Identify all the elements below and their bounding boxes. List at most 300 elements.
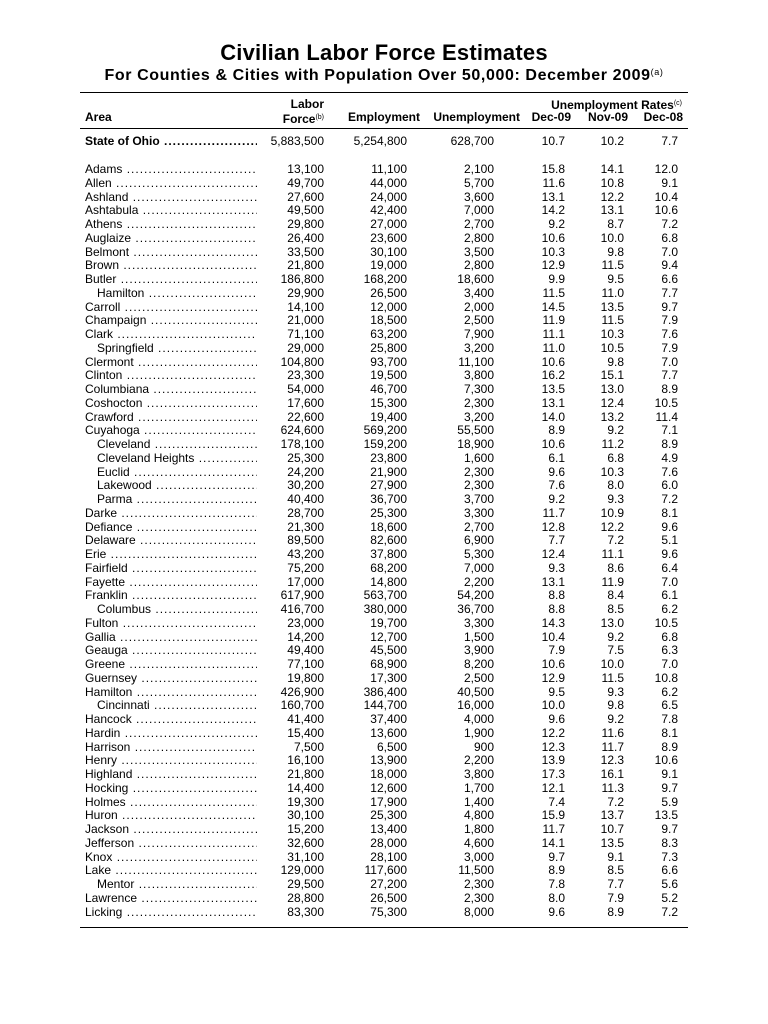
cell-area: Champaign ..... bbox=[85, 313, 257, 327]
cell-unemployment: 1,400 bbox=[463, 794, 494, 809]
cell-rate-nov09: 7.2 bbox=[607, 533, 624, 548]
cell-area: Columbus ..... bbox=[97, 602, 257, 616]
cell-rate-dec08: 8.9 bbox=[661, 382, 678, 396]
cell-rate-dec09: 14.3 bbox=[541, 615, 565, 630]
cell-employment: 27,000 bbox=[370, 217, 407, 231]
cell-unemployment: 36,700 bbox=[457, 602, 494, 616]
table-row bbox=[80, 327, 688, 341]
cell-employment: 25,300 bbox=[370, 808, 407, 823]
cell-employment: 14,800 bbox=[370, 574, 407, 589]
cell-area: Jackson ..... bbox=[85, 822, 257, 836]
cell-employment: 23,600 bbox=[370, 230, 407, 245]
cell-employment: 18,000 bbox=[370, 767, 407, 781]
cell-rate-nov09: 13.0 bbox=[600, 615, 624, 630]
cell-area: Allen ..... bbox=[85, 176, 257, 190]
cell-labor-force: 71,100 bbox=[287, 327, 324, 341]
cell-rate-dec09: 11.9 bbox=[542, 313, 565, 328]
cell-rate-dec08: 6.8 bbox=[661, 629, 678, 644]
header-dec09: Dec-09 bbox=[531, 110, 571, 124]
cell-employment: 19,500 bbox=[370, 368, 407, 383]
cell-area: Hamilton ..... bbox=[85, 685, 257, 699]
table-row bbox=[80, 698, 688, 712]
cell-rate-nov09: 9.3 bbox=[607, 684, 624, 699]
cell-rate-dec08: 7.9 bbox=[661, 340, 678, 355]
cell-rate-dec09: 11.7 bbox=[542, 505, 565, 520]
cell-unemployment: 2,800 bbox=[463, 230, 494, 245]
cell-unemployment: 3,000 bbox=[463, 849, 494, 864]
cell-employment: 13,600 bbox=[370, 725, 407, 740]
cell-rate-nov09: 13.1 bbox=[600, 203, 624, 218]
cell-area: Cleveland ..... bbox=[97, 437, 257, 451]
cell-rate-dec08: 7.7 bbox=[661, 285, 678, 300]
cell-area: Euclid ..... bbox=[97, 465, 257, 479]
cell-unemployment: 8,200 bbox=[463, 657, 494, 671]
cell-area: Guernsey ..... bbox=[85, 671, 257, 685]
cell-rate-dec08: 7.0 bbox=[661, 574, 678, 589]
cell-rate-nov09: 16.1 bbox=[600, 767, 624, 781]
cell-unemployment: 3,500 bbox=[463, 244, 494, 259]
cell-rate-dec08: 13.5 bbox=[654, 808, 678, 823]
table-row bbox=[80, 767, 688, 781]
cell-unemployment: 3,900 bbox=[463, 643, 494, 658]
cell-rate-dec09: 11.1 bbox=[542, 327, 565, 341]
cell-labor-force: 41,400 bbox=[287, 712, 324, 726]
cell-labor-force: 22,600 bbox=[287, 409, 324, 424]
cell-employment: 42,400 bbox=[370, 203, 407, 218]
cell-rate-dec09: 7.7 bbox=[548, 533, 565, 548]
header-labor-line2 bbox=[283, 111, 324, 126]
cell-employment: 117,600 bbox=[364, 863, 407, 878]
cell-area: Ashtabula ..... bbox=[85, 203, 257, 217]
cell-unemployment: 3,800 bbox=[463, 368, 494, 383]
cell-rate-dec08: 7.0 bbox=[661, 244, 678, 259]
table-row bbox=[80, 203, 688, 217]
table-row bbox=[80, 850, 688, 864]
cell-rate-dec08: 6.0 bbox=[661, 478, 678, 493]
cell-labor-force: 17,000 bbox=[287, 574, 324, 589]
cell-area: Licking ..... bbox=[85, 905, 257, 919]
cell-unemployment: 3,600 bbox=[463, 189, 494, 204]
table-row bbox=[80, 396, 688, 410]
table-row bbox=[80, 671, 688, 685]
cell-unemployment: 3,400 bbox=[463, 285, 494, 300]
cell-rate-nov09: 10.0 bbox=[600, 230, 624, 245]
cell-unemployment: 3,800 bbox=[463, 767, 494, 781]
cell-labor-force: 43,200 bbox=[287, 547, 324, 561]
cell-rate-dec09: 16.2 bbox=[541, 368, 565, 383]
cell-labor-force: 54,000 bbox=[287, 382, 324, 396]
cell-unemployment: 2,200 bbox=[463, 753, 494, 768]
cell-unemployment: 3,300 bbox=[463, 615, 494, 630]
cell-rate-dec08: 8.1 bbox=[661, 505, 678, 520]
cell-rate-dec09: 6.1 bbox=[548, 450, 565, 465]
cell-employment: 19,700 bbox=[370, 615, 407, 630]
cell-employment: 6,500 bbox=[376, 739, 407, 754]
cell-unemployment: 4,800 bbox=[463, 808, 494, 823]
cell-area: Columbiana ..... bbox=[85, 382, 257, 396]
cell-employment: 44,000 bbox=[370, 175, 407, 190]
cell-area: Clark ..... bbox=[85, 327, 257, 341]
cell-rate-nov09: 13.7 bbox=[600, 808, 624, 823]
cell-rate-dec08: 9.6 bbox=[661, 519, 678, 534]
cell-area: Auglaize ..... bbox=[85, 231, 257, 245]
cell-area: Highland ..... bbox=[85, 767, 257, 781]
cell-area: Hamilton ..... bbox=[97, 286, 257, 300]
table-row bbox=[80, 588, 688, 602]
cell-employment: 27,900 bbox=[370, 478, 407, 493]
table-row bbox=[80, 465, 688, 479]
cell-rate-dec09: 7.8 bbox=[548, 877, 565, 891]
cell-rate-dec09: 9.5 bbox=[548, 684, 565, 699]
cell-labor-force: 16,100 bbox=[287, 753, 324, 768]
table-row bbox=[80, 313, 688, 327]
cell-rate-dec08: 9.7 bbox=[661, 299, 678, 314]
cell-labor-force: 28,700 bbox=[287, 505, 324, 520]
cell-employment: 27,200 bbox=[370, 877, 407, 891]
cell-rate-nov09: 8.0 bbox=[607, 478, 624, 493]
cell-area: Lake ..... bbox=[85, 863, 257, 877]
cell-unemployment: 16,000 bbox=[457, 698, 494, 713]
cell-employment: 19,400 bbox=[370, 409, 407, 424]
cell-rate-dec08: 6.1 bbox=[661, 588, 678, 603]
cell-labor-force: 21,000 bbox=[287, 313, 324, 328]
cell-rate-nov09: 13.5 bbox=[600, 299, 624, 314]
cell-unemployment: 2,100 bbox=[463, 162, 494, 176]
cell-employment: 159,200 bbox=[363, 437, 407, 451]
table-row bbox=[80, 643, 688, 657]
cell-rate-dec09: 10.6 bbox=[541, 437, 565, 451]
cell-rate-dec09: 7.9 bbox=[548, 643, 565, 658]
cell-area: Ashland ..... bbox=[85, 190, 257, 204]
cell-unemployment: 6,900 bbox=[463, 533, 494, 548]
cell-unemployment: 2,300 bbox=[463, 395, 494, 410]
cell-unemployment: 4,600 bbox=[463, 835, 494, 850]
table-row bbox=[80, 863, 688, 877]
cell-rate-dec09: 10.0 bbox=[541, 698, 565, 713]
cell-rate-dec09: 10.4 bbox=[541, 629, 565, 644]
cell-area: Parma ..... bbox=[97, 492, 257, 506]
cell-employment: 63,200 bbox=[370, 327, 407, 341]
table-row bbox=[80, 808, 688, 822]
cell-rate-nov09: 9.5 bbox=[607, 272, 624, 286]
header-rates-footnote: (c) bbox=[673, 100, 682, 107]
table-bottom-rule bbox=[80, 927, 688, 928]
table-row bbox=[80, 492, 688, 506]
cell-unemployment: 2,200 bbox=[463, 574, 494, 589]
cell-unemployment: 7,300 bbox=[463, 382, 494, 396]
table-row bbox=[80, 795, 688, 809]
cell-rate-nov09: 10.0 bbox=[600, 657, 624, 671]
cell-unemployment: 54,200 bbox=[457, 588, 494, 603]
cell-unemployment: 2,500 bbox=[463, 313, 494, 328]
cell-unemployment: 2,000 bbox=[463, 299, 494, 314]
cell-rate-dec09: 8.9 bbox=[548, 863, 565, 878]
cell-labor-force: 27,600 bbox=[287, 189, 324, 204]
cell-area: Jefferson ..... bbox=[85, 836, 257, 850]
cell-unemployment: 1,900 bbox=[463, 725, 494, 740]
cell-rate-nov09: 8.4 bbox=[607, 588, 624, 603]
cell-labor-force: 89,500 bbox=[287, 533, 324, 548]
table-row bbox=[80, 657, 688, 671]
cell-labor-force: 24,200 bbox=[287, 464, 324, 479]
cell-rate-nov09: 10.2 bbox=[600, 134, 624, 148]
cell-rate-dec09: 12.3 bbox=[541, 739, 565, 754]
cell-rate-dec08: 7.8 bbox=[661, 712, 678, 726]
cell-rate-dec08: 7.6 bbox=[661, 464, 678, 479]
cell-rate-dec08: 9.7 bbox=[661, 822, 678, 836]
cell-employment: 68,900 bbox=[370, 657, 407, 671]
cell-labor-force: 25,300 bbox=[287, 450, 324, 465]
cell-rate-nov09: 14.1 bbox=[600, 162, 624, 176]
cell-rate-dec09: 9.7 bbox=[548, 849, 565, 864]
cell-labor-force: 29,800 bbox=[287, 217, 324, 231]
cell-rate-nov09: 11.5 bbox=[601, 313, 624, 328]
cell-rate-dec08: 7.0 bbox=[661, 657, 678, 671]
cell-rate-dec09: 11.7 bbox=[542, 822, 565, 836]
cell-rate-dec08: 5.9 bbox=[661, 794, 678, 809]
cell-labor-force: 19,800 bbox=[287, 670, 324, 685]
cell-labor-force: 75,200 bbox=[287, 560, 324, 575]
cell-rate-dec09: 15.8 bbox=[541, 162, 565, 176]
table-row bbox=[80, 575, 688, 589]
cell-labor-force: 19,300 bbox=[287, 794, 324, 809]
cell-labor-force: 104,800 bbox=[280, 354, 324, 369]
cell-rate-dec09: 8.8 bbox=[548, 588, 565, 603]
cell-area: Adams ..... bbox=[85, 162, 257, 176]
header-labor-force-text: Force bbox=[282, 112, 316, 126]
cell-labor-force: 13,100 bbox=[287, 162, 324, 176]
cell-employment: 569,200 bbox=[363, 423, 407, 438]
cell-rate-nov09: 8.5 bbox=[607, 863, 624, 878]
cell-area: Darke ..... bbox=[85, 506, 257, 520]
cell-area: Fayette ..... bbox=[85, 575, 257, 589]
cell-rate-nov09: 10.3 bbox=[600, 327, 624, 341]
cell-rate-dec08: 10.5 bbox=[654, 395, 678, 410]
cell-rate-nov09: 11.7 bbox=[601, 739, 624, 754]
cell-rate-dec08: 9.1 bbox=[661, 175, 678, 190]
cell-employment: 19,000 bbox=[370, 258, 407, 273]
cell-labor-force: 30,100 bbox=[287, 808, 324, 823]
cell-unemployment: 7,000 bbox=[463, 203, 494, 218]
cell-employment: 17,300 bbox=[370, 670, 407, 685]
cell-employment: 17,900 bbox=[370, 794, 407, 809]
cell-rate-dec09: 17.3 bbox=[541, 767, 565, 781]
table-row bbox=[80, 410, 688, 424]
cell-area: State of Ohio ..... bbox=[85, 134, 257, 148]
cell-unemployment: 1,800 bbox=[463, 822, 494, 836]
header-nov09: Nov-09 bbox=[587, 110, 628, 124]
cell-unemployment: 2,300 bbox=[463, 478, 494, 493]
cell-rate-nov09: 12.2 bbox=[600, 189, 624, 204]
cell-labor-force: 129,000 bbox=[280, 863, 324, 878]
table-row bbox=[80, 740, 688, 754]
table-row bbox=[80, 355, 688, 369]
cell-rate-dec08: 6.8 bbox=[661, 230, 678, 245]
cell-rate-nov09: 6.8 bbox=[607, 450, 624, 465]
cell-unemployment: 2,800 bbox=[463, 258, 494, 273]
cell-rate-nov09: 12.3 bbox=[600, 753, 624, 768]
cell-rate-nov09: 11.6 bbox=[601, 725, 624, 740]
cell-unemployment: 8,000 bbox=[463, 904, 494, 919]
cell-rate-dec09: 8.8 bbox=[548, 602, 565, 616]
cell-unemployment: 1,500 bbox=[463, 629, 494, 644]
cell-labor-force: 33,500 bbox=[287, 244, 324, 259]
cell-rate-dec09: 9.6 bbox=[548, 904, 565, 919]
cell-area: Harrison ..... bbox=[85, 740, 257, 754]
cell-rate-nov09: 10.9 bbox=[600, 505, 624, 520]
cell-rate-dec08: 5.1 bbox=[661, 533, 678, 548]
table-row bbox=[80, 382, 688, 396]
cell-unemployment: 2,300 bbox=[463, 890, 494, 905]
cell-rate-nov09: 7.9 bbox=[607, 890, 624, 905]
cell-employment: 46,700 bbox=[370, 382, 407, 396]
cell-labor-force: 32,600 bbox=[287, 835, 324, 850]
cell-employment: 68,200 bbox=[370, 560, 407, 575]
table-row bbox=[80, 176, 688, 190]
cell-area: Hocking ..... bbox=[85, 781, 257, 795]
cell-employment: 28,000 bbox=[370, 835, 407, 850]
cell-rate-dec09: 12.4 bbox=[541, 547, 565, 561]
cell-area: Gallia ..... bbox=[85, 630, 257, 644]
cell-rate-nov09: 9.8 bbox=[607, 244, 624, 259]
cell-rate-dec08: 9.1 bbox=[661, 767, 678, 781]
cell-rate-dec09: 10.6 bbox=[541, 230, 565, 245]
cell-rate-dec08: 9.6 bbox=[661, 547, 678, 561]
cell-employment: 75,300 bbox=[370, 904, 407, 919]
cell-unemployment: 5,300 bbox=[463, 547, 494, 561]
cell-area: Cleveland Heights ..... bbox=[97, 451, 257, 465]
cell-labor-force: 14,400 bbox=[287, 780, 324, 795]
cell-rate-dec09: 7.4 bbox=[548, 794, 565, 809]
cell-area: Butler ..... bbox=[85, 272, 257, 286]
cell-rate-dec09: 9.2 bbox=[548, 217, 565, 231]
table-row bbox=[80, 685, 688, 699]
cell-rate-nov09: 8.7 bbox=[607, 217, 624, 231]
cell-area: Huron ..... bbox=[85, 808, 257, 822]
cell-employment: 23,800 bbox=[370, 450, 407, 465]
table-row bbox=[80, 162, 688, 176]
cell-unemployment: 628,700 bbox=[450, 134, 494, 148]
cell-labor-force: 624,600 bbox=[280, 423, 324, 438]
table-top-rule bbox=[80, 92, 688, 93]
header-dec08: Dec-08 bbox=[643, 110, 683, 124]
cell-rate-dec08: 6.6 bbox=[661, 272, 678, 286]
cell-area: Mentor ..... bbox=[97, 877, 257, 891]
cell-area: Coshocton ..... bbox=[85, 396, 257, 410]
cell-employment: 13,900 bbox=[370, 753, 407, 768]
cell-rate-nov09: 11.2 bbox=[601, 437, 624, 451]
cell-labor-force: 426,900 bbox=[280, 684, 324, 699]
cell-rate-nov09: 7.7 bbox=[607, 877, 624, 891]
cell-labor-force: 29,900 bbox=[287, 285, 324, 300]
cell-rate-dec08: 7.0 bbox=[661, 354, 678, 369]
cell-rate-dec08: 8.3 bbox=[661, 835, 678, 850]
cell-rate-dec09: 10.7 bbox=[541, 134, 565, 148]
cell-rate-dec08: 10.6 bbox=[654, 203, 678, 218]
cell-rate-dec09: 14.1 bbox=[541, 835, 565, 850]
cell-area: Henry ..... bbox=[85, 753, 257, 767]
cell-labor-force: 29,000 bbox=[287, 340, 324, 355]
cell-unemployment: 3,200 bbox=[463, 340, 494, 355]
cell-rate-dec09: 13.5 bbox=[541, 382, 565, 396]
cell-rate-dec09: 13.1 bbox=[541, 574, 565, 589]
cell-rate-dec09: 11.6 bbox=[542, 175, 565, 190]
cell-employment: 26,500 bbox=[370, 890, 407, 905]
table-row bbox=[80, 231, 688, 245]
cell-employment: 82,600 bbox=[370, 533, 407, 548]
table-row bbox=[80, 712, 688, 726]
cell-rate-dec08: 10.5 bbox=[654, 615, 678, 630]
cell-area: Clermont ..... bbox=[85, 355, 257, 369]
cell-rate-dec09: 14.5 bbox=[541, 299, 565, 314]
cell-area: Franklin ..... bbox=[85, 588, 257, 602]
cell-area: Lawrence ..... bbox=[85, 891, 257, 905]
cell-employment: 11,100 bbox=[371, 162, 407, 176]
cell-rate-dec08: 5.6 bbox=[661, 877, 678, 891]
table-row bbox=[80, 547, 688, 561]
cell-employment: 21,900 bbox=[370, 464, 407, 479]
cell-unemployment: 40,500 bbox=[457, 684, 494, 699]
cell-area: Cincinnati ..... bbox=[97, 698, 257, 712]
cell-rate-dec08: 9.7 bbox=[661, 780, 678, 795]
cell-rate-nov09: 9.2 bbox=[607, 423, 624, 438]
cell-labor-force: 83,300 bbox=[287, 904, 324, 919]
cell-rate-nov09: 7.5 bbox=[607, 643, 624, 658]
cell-rate-nov09: 10.5 bbox=[600, 340, 624, 355]
cell-labor-force: 14,100 bbox=[287, 299, 324, 314]
cell-rate-nov09: 11.9 bbox=[601, 574, 624, 589]
subtitle-text: For Counties & Cities with Population Over 50,000: December 2009 bbox=[104, 67, 651, 84]
cell-rate-dec08: 7.7 bbox=[661, 368, 678, 383]
cell-area: Carroll ..... bbox=[85, 300, 257, 314]
cell-rate-nov09: 11.0 bbox=[601, 285, 624, 300]
cell-employment: 15,300 bbox=[370, 395, 407, 410]
cell-employment: 37,400 bbox=[370, 712, 407, 726]
cell-employment: 25,300 bbox=[370, 505, 407, 520]
cell-employment: 5,254,800 bbox=[353, 134, 407, 148]
cell-unemployment: 3,200 bbox=[463, 409, 494, 424]
page-subtitle bbox=[0, 67, 768, 85]
cell-rate-nov09: 10.7 bbox=[600, 822, 624, 836]
cell-unemployment: 2,500 bbox=[463, 670, 494, 685]
table-row bbox=[80, 245, 688, 259]
cell-rate-nov09: 13.2 bbox=[600, 409, 624, 424]
header-employment: Employment bbox=[347, 110, 420, 124]
cell-rate-nov09: 8.5 bbox=[607, 602, 624, 616]
cell-rate-dec09: 13.9 bbox=[541, 753, 565, 768]
cell-area: Knox ..... bbox=[85, 850, 257, 864]
cell-area: Clinton ..... bbox=[85, 368, 257, 382]
cell-rate-nov09: 13.5 bbox=[600, 835, 624, 850]
table-row bbox=[80, 891, 688, 905]
cell-employment: 144,700 bbox=[363, 698, 407, 713]
cell-rate-nov09: 9.2 bbox=[607, 712, 624, 726]
cell-rate-dec08: 10.4 bbox=[654, 189, 678, 204]
table-row bbox=[80, 368, 688, 382]
table-row bbox=[80, 286, 688, 300]
cell-area: Hardin ..... bbox=[85, 726, 257, 740]
table-row bbox=[80, 451, 688, 465]
cell-rate-dec09: 9.3 bbox=[548, 560, 565, 575]
cell-employment: 25,800 bbox=[370, 340, 407, 355]
cell-area: Defiance ..... bbox=[85, 520, 257, 534]
cell-employment: 12,000 bbox=[370, 299, 407, 314]
table-row bbox=[80, 533, 688, 547]
cell-labor-force: 15,200 bbox=[287, 822, 324, 836]
cell-rate-dec08: 11.4 bbox=[655, 409, 678, 424]
cell-labor-force: 30,200 bbox=[287, 478, 324, 493]
cell-rate-dec08: 8.1 bbox=[661, 725, 678, 740]
